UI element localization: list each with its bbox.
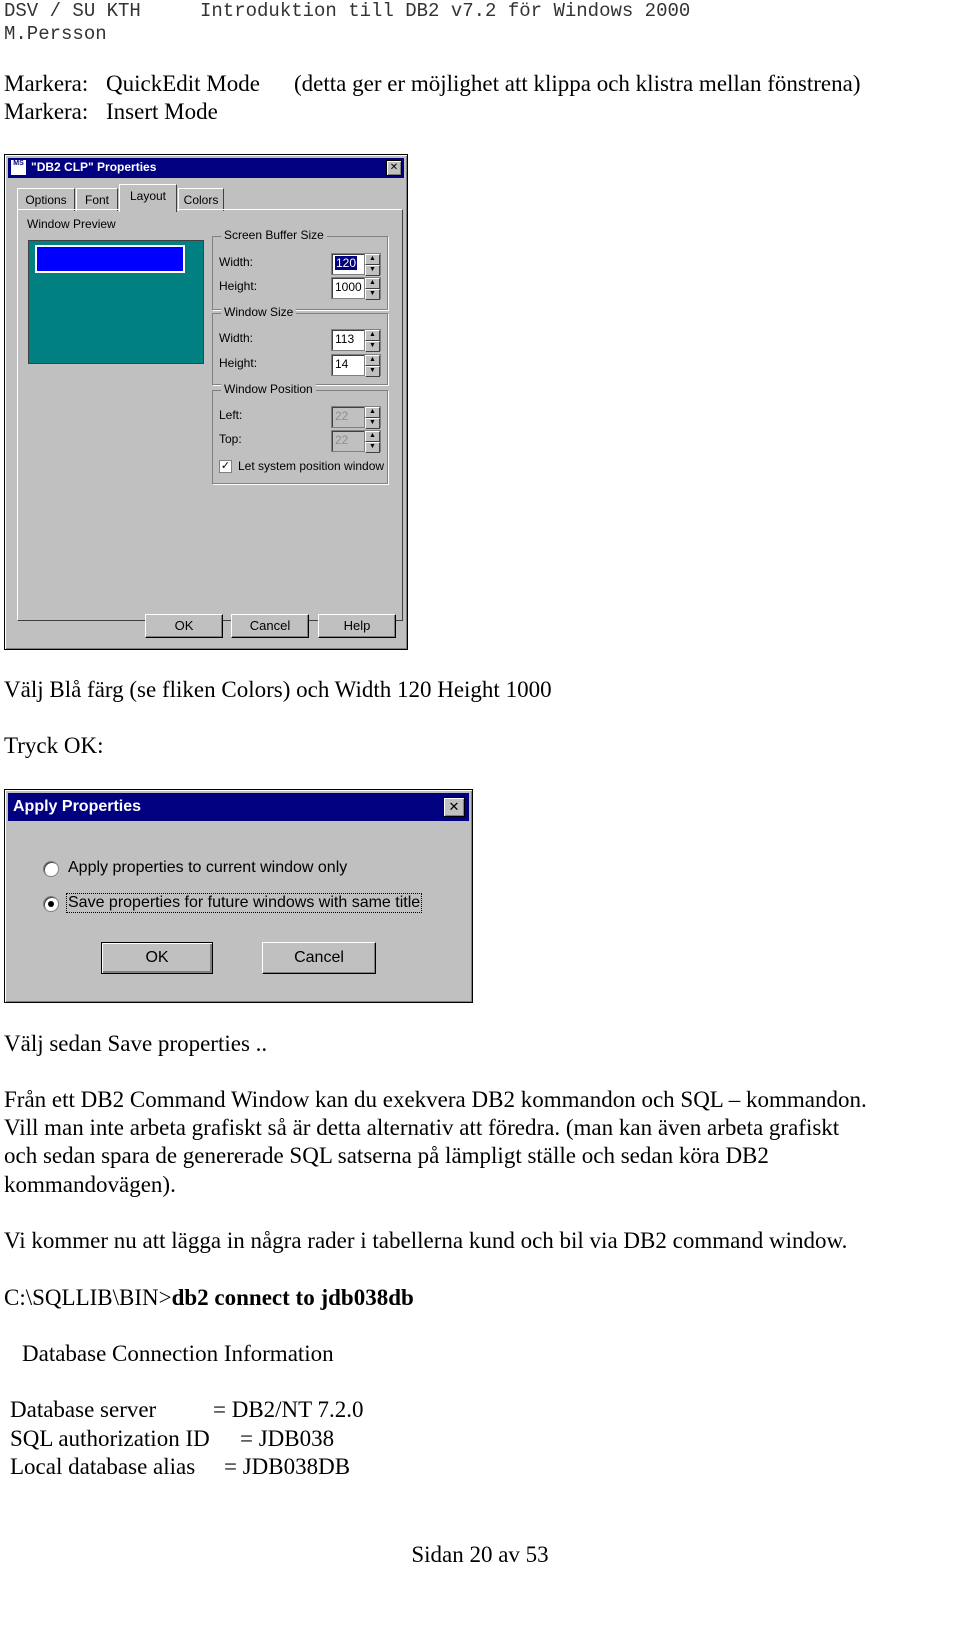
instruction-2: Tryck OK: [4, 733, 104, 758]
buffer-width-spinner[interactable] [331, 253, 381, 275]
screen-buffer-group [212, 228, 388, 310]
window-height-label: Height: [219, 356, 258, 370]
position-left-label: Left: [219, 408, 243, 422]
system-position-label: Let system position window [238, 459, 385, 473]
spin-down-icon[interactable]: ▼ [365, 341, 380, 352]
apply-ok-button[interactable]: OK [101, 942, 213, 974]
option-current-window: Apply properties to current window only [68, 859, 348, 876]
paragraph-2: Vi kommer nu att lägga in några rader i tabellerna kund och bil via DB2 command window. [4, 1228, 848, 1253]
paragraph-1-line-2: Vill man inte arbeta grafiskt så är detta alternativ att föredra. (man kan även arbeta grafiskt [4, 1115, 840, 1140]
spin-down-icon[interactable]: ▼ [365, 418, 380, 429]
conn-value-auth: = JDB038 [240, 1426, 335, 1451]
paragraph-1-line-4: kommandovägen). [4, 1172, 176, 1197]
help-button[interactable]: Help [318, 614, 396, 638]
command-text: db2 connect to jdb038db [171, 1285, 414, 1310]
header-left: DSV / SU KTH [4, 0, 141, 22]
buffer-height-value: 1000 [335, 280, 362, 294]
app-icon: MS [11, 160, 26, 175]
spin-up-icon[interactable]: ▲ [365, 254, 380, 265]
mark-value-1: QuickEdit Mode [106, 71, 260, 96]
spin-up-icon[interactable]: ▲ [365, 407, 380, 418]
command-line [4, 1285, 414, 1311]
close-icon[interactable]: ✕ [443, 797, 465, 817]
window-height-value: 14 [335, 357, 349, 371]
position-top-label: Top: [219, 432, 242, 446]
mark-note-1: (detta ger er möjlighet att klippa och klistra mellan fönstrena) [294, 71, 861, 96]
buffer-width-label: Width: [219, 255, 254, 269]
paragraph-1-line-3: och sedan spara de genererade SQL satserna på lämpligt ställe och sedan köra DB2 [4, 1143, 769, 1168]
spin-down-icon[interactable]: ▼ [365, 289, 380, 300]
position-top-spinner[interactable] [331, 430, 381, 452]
conn-info-title: Database Connection Information [22, 1341, 334, 1366]
conn-key-auth: SQL authorization ID [10, 1426, 210, 1451]
spin-up-icon[interactable]: ▲ [365, 330, 380, 341]
mark-label-2: Markera: [4, 99, 89, 124]
preview-window [35, 245, 185, 273]
mark-value-2: Insert Mode [106, 99, 218, 124]
buffer-height-spinner[interactable] [331, 277, 381, 299]
properties-dialog [4, 154, 408, 650]
position-left-value: 22 [335, 409, 349, 423]
paragraph-1-line-1: Från ett DB2 Command Window kan du exekvera DB2 kommandon och SQL – kommandon. [4, 1087, 867, 1112]
layout-panel [17, 209, 403, 621]
buffer-height-label: Height: [219, 279, 258, 293]
tab-layout[interactable]: Layout [119, 184, 177, 212]
spin-down-icon[interactable]: ▼ [365, 366, 380, 377]
header-author: M.Persson [4, 23, 107, 45]
tab-font[interactable]: Font [76, 188, 118, 211]
properties-titlebar [8, 158, 404, 178]
conn-key-server: Database server [10, 1397, 157, 1422]
ok-button[interactable]: OK [145, 614, 223, 638]
close-icon[interactable]: ✕ [386, 160, 402, 176]
position-left-spinner[interactable] [331, 406, 381, 428]
window-width-label: Width: [219, 331, 254, 345]
position-top-value: 22 [335, 433, 349, 447]
apply-dialog [4, 789, 473, 1003]
spin-down-icon[interactable]: ▼ [365, 442, 380, 453]
option-future-windows: Save properties for future windows with same title [68, 894, 421, 911]
mark-label-1: Markera: [4, 71, 89, 96]
radio-current-window[interactable] [43, 861, 59, 877]
spin-down-icon[interactable]: ▼ [365, 265, 380, 276]
conn-value-alias: = JDB038DB [224, 1454, 351, 1479]
window-height-spinner[interactable] [331, 354, 381, 376]
header-title: Introduktion till DB2 v7.2 för Windows 2000 [200, 0, 691, 22]
screen-buffer-label: Screen Buffer Size [221, 228, 327, 242]
spin-up-icon[interactable]: ▲ [365, 355, 380, 366]
system-position-checkbox[interactable]: ✓ [220, 460, 231, 472]
conn-key-alias: Local database alias [10, 1454, 196, 1479]
spin-up-icon[interactable]: ▲ [365, 431, 380, 442]
window-width-spinner[interactable] [331, 329, 381, 351]
window-width-value: 113 [335, 332, 355, 346]
window-size-label: Window Size [221, 305, 296, 319]
window-preview [28, 240, 204, 364]
spin-up-icon[interactable]: ▲ [365, 278, 380, 289]
apply-cancel-button[interactable]: Cancel [262, 942, 376, 974]
apply-titlebar [8, 793, 469, 821]
window-position-group [212, 382, 388, 484]
properties-title: "DB2 CLP" Properties [31, 160, 157, 174]
page-footer: Sidan 20 av 53 [411, 1542, 549, 1567]
conn-value-server: = DB2/NT 7.2.0 [213, 1397, 364, 1422]
tab-colors[interactable]: Colors [178, 188, 224, 211]
apply-title: Apply Properties [13, 798, 142, 815]
window-size-group [212, 305, 388, 385]
command-prompt: C:\SQLLIB\BIN> [4, 1285, 172, 1310]
window-position-label: Window Position [221, 382, 316, 396]
tab-options[interactable]: Options [17, 188, 75, 211]
cancel-button[interactable]: Cancel [231, 614, 309, 638]
buffer-width-value: 120 [336, 256, 357, 270]
window-preview-label: Window Preview [27, 217, 116, 231]
instruction-1: Välj Blå färg (se fliken Colors) och Width 120 Height 1000 [4, 677, 552, 702]
radio-future-windows[interactable] [43, 896, 59, 912]
instruction-3: Välj sedan Save properties .. [4, 1031, 268, 1056]
